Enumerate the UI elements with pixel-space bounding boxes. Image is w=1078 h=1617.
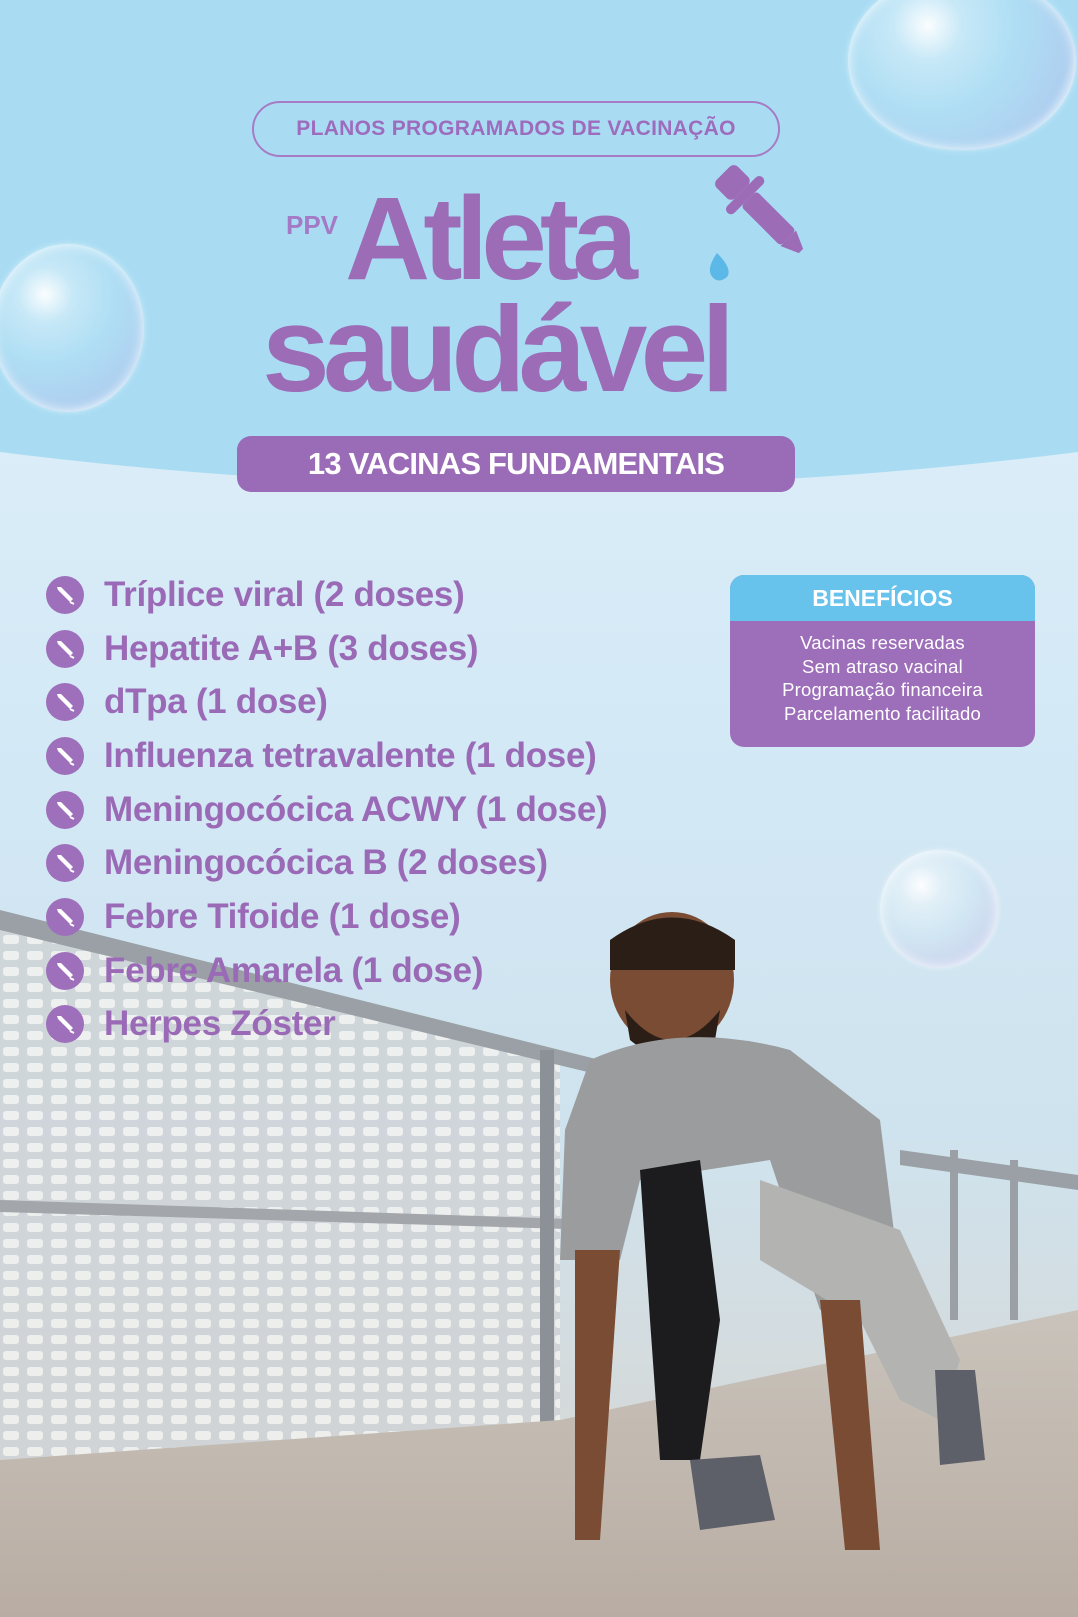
syringe-icon: [46, 683, 84, 721]
benefits-card: [730, 575, 1035, 747]
list-item: [46, 675, 607, 729]
list-item: [46, 836, 607, 890]
syringe-icon: [46, 898, 84, 936]
vaccine-label: dTpa (1 dose): [104, 682, 328, 722]
benefits-list: [730, 621, 1035, 725]
list-item: [46, 783, 607, 837]
syringe-icon: [46, 630, 84, 668]
benefits-title: BENEFÍCIOS: [730, 575, 1035, 621]
vaccine-list: [46, 568, 607, 1051]
ppv-label: PPV: [286, 210, 339, 240]
vaccine-label: Febre Amarela (1 dose): [104, 950, 484, 990]
list-item: [46, 944, 607, 998]
syringe-icon: [46, 844, 84, 882]
benefit-item: Vacinas reservadas: [800, 632, 965, 653]
syringe-icon: [46, 1005, 84, 1043]
title-line-2: saudável: [262, 281, 729, 417]
vaccine-label: Meningocócica B (2 doses): [104, 843, 548, 883]
title-line-1: Atleta: [345, 173, 631, 305]
vaccine-label: Tríplice viral (2 doses): [104, 574, 465, 614]
bubble-decoration: [880, 850, 998, 968]
vaccine-label: Meningocócica ACWY (1 dose): [104, 789, 608, 829]
benefit-item: Programação financeira: [782, 679, 983, 700]
benefit-item: Sem atraso vacinal: [802, 655, 963, 677]
benefit-item: Parcelamento facilitado: [784, 702, 981, 724]
vaccine-count-banner: 13 VACINAS FUNDAMENTAIS: [237, 436, 795, 492]
syringe-icon: [46, 576, 84, 614]
syringe-icon: [46, 952, 84, 990]
vaccine-label: Febre Tifoide (1 dose): [104, 896, 461, 936]
list-item: [46, 622, 607, 676]
list-item: [46, 890, 607, 944]
dropper-icon: [705, 155, 840, 290]
vaccine-label: Herpes Zóster: [104, 1004, 336, 1044]
list-item: [46, 729, 607, 783]
plans-tagline: PLANOS PROGRAMADOS DE VACINAÇÃO: [252, 101, 780, 157]
vaccine-label: Hepatite A+B (3 doses): [104, 628, 479, 668]
list-item: [46, 998, 607, 1052]
syringe-icon: [46, 791, 84, 829]
list-item: [46, 568, 607, 622]
vaccine-label: Influenza tetravalente (1 dose): [104, 735, 597, 775]
syringe-icon: [46, 737, 84, 775]
